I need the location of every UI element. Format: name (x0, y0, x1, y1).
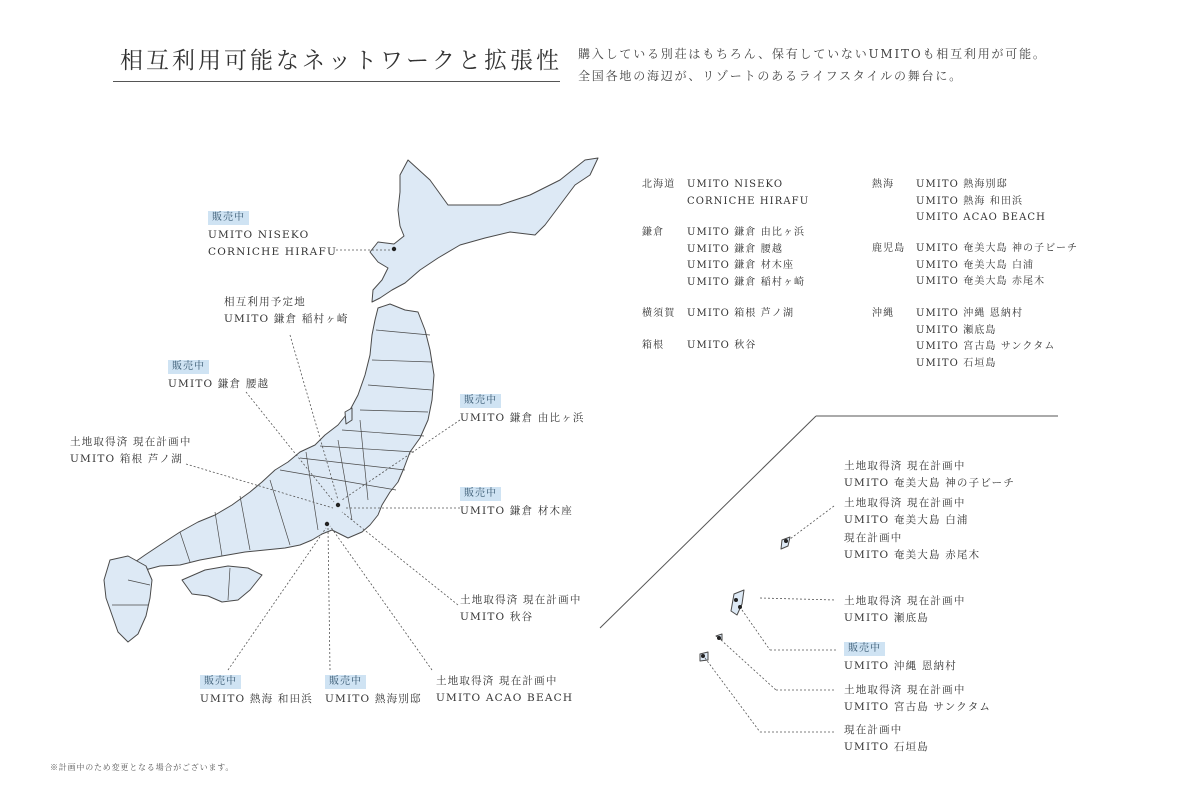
index-group-yokosuka (642, 306, 842, 326)
property-name: CORNICHE HIRAFU (208, 246, 338, 258)
index-group-hakone (642, 338, 842, 358)
status-text: 土地取得済 現在計画中 (460, 594, 582, 606)
index-property: UMITO 宮古島 サンクタム (916, 341, 1056, 352)
label-zaimokuza (460, 485, 573, 520)
status-badge: 販売中 (460, 487, 501, 501)
status-text: 土地取得済 現在計画中 (844, 497, 966, 509)
property-name: UMITO 鎌倉 腰越 (168, 378, 270, 390)
marker-amami (784, 539, 788, 543)
property-name: UMITO 秋谷 (460, 611, 534, 623)
marker-atami (325, 522, 329, 526)
index-property: UMITO 石垣島 (916, 357, 997, 369)
index-group-hokkaido (642, 177, 842, 217)
index-property: UMITO 鎌倉 稲村ヶ崎 (687, 276, 806, 288)
status-badge: 販売中 (168, 360, 209, 374)
property-name: UMITO 箱根 芦ノ湖 (70, 453, 183, 465)
status-badge: 販売中 (844, 642, 885, 656)
status-badge: 販売中 (325, 675, 366, 689)
label-atami-wadahama (200, 673, 313, 708)
status-text: 土地取得済 現在計画中 (70, 436, 192, 448)
label-koshigoe (168, 358, 269, 393)
index-property: UMITO 鎌倉 由比ヶ浜 (687, 227, 806, 238)
index-property: UMITO 箱根 芦ノ湖 (687, 308, 795, 319)
index-region: 鎌倉 (642, 227, 665, 238)
index-property: UMITO 沖縄 恩納村 (916, 308, 1024, 319)
status-text: 土地取得済 現在計画中 (844, 684, 966, 696)
status-text: 土地取得済 現在計画中 (844, 460, 966, 472)
property-name: UMITO 熱海 和田浜 (200, 693, 313, 705)
marker-sesoko (734, 598, 738, 602)
index-region: 箱根 (642, 340, 665, 351)
marker-niseko (392, 247, 396, 251)
status-text: 相互利用予定地 (224, 296, 306, 308)
index-region: 横須賀 (642, 308, 676, 319)
index-group-kamakura (642, 225, 842, 295)
index-property: UMITO 鎌倉 材木座 (687, 260, 795, 271)
index-property: CORNICHE HIRAFU (687, 195, 810, 207)
property-name: UMITO 石垣島 (844, 741, 929, 753)
marker-ishigaki (701, 654, 705, 658)
property-name: UMITO 宮古島 サンクタム (844, 701, 992, 713)
label-yuigahama (460, 392, 585, 427)
okinawa-main-island (731, 590, 744, 615)
status-badge: 販売中 (200, 675, 241, 689)
page-title: 相互利用可能なネットワークと拡張性 (120, 48, 562, 74)
property-name: UMITO NISEKO (208, 229, 310, 241)
label-atami-bettei (325, 673, 422, 708)
intro-line-1: 購入している別荘はもちろん、保有していないUMITOも相互利用が可能。 (578, 47, 1047, 61)
hokkaido-island (370, 158, 598, 302)
index-group-okinawa (872, 306, 1092, 376)
property-name: UMITO 熱海別邸 (325, 693, 422, 705)
footnote: ※計画中のため変更となる場合がございます。 (50, 763, 235, 772)
label-miyako (844, 682, 991, 716)
label-shiraura (844, 495, 969, 529)
property-name: UMITO 奄美大島 白浦 (844, 514, 969, 526)
index-property: UMITO ACAO BEACH (916, 212, 1046, 223)
property-name: UMITO 奄美大島 赤尾木 (844, 549, 981, 561)
label-akaogi (844, 530, 980, 564)
index-property: UMITO 鎌倉 腰越 (687, 243, 783, 255)
label-ashinoko (70, 434, 192, 468)
property-name: UMITO ACAO BEACH (436, 692, 574, 704)
label-kaminoko (844, 458, 1015, 492)
kyushu-island (104, 556, 152, 642)
marker-onna (738, 605, 742, 609)
property-name: UMITO 瀬底島 (844, 612, 929, 624)
label-niseko (208, 209, 337, 261)
status-text: 現在計画中 (844, 532, 903, 544)
amami-island (781, 537, 790, 549)
property-name: UMITO 沖縄 恩納村 (844, 660, 957, 672)
index-property: UMITO NISEKO (687, 179, 784, 190)
status-text: 土地取得済 現在計画中 (844, 595, 966, 607)
index-region: 北海道 (642, 179, 676, 190)
property-name: UMITO 鎌倉 材木座 (460, 505, 573, 517)
status-text: 現在計画中 (844, 724, 903, 736)
label-ishigaki (844, 722, 929, 756)
shikoku-island (182, 566, 262, 602)
index-property: UMITO 熱海 和田浜 (916, 195, 1024, 207)
status-badge: 販売中 (460, 394, 501, 408)
status-text: 土地取得済 現在計画中 (436, 675, 558, 687)
intro-line-2: 全国各地の海辺が、リゾートのあるライフスタイルの舞台に。 (578, 69, 963, 83)
property-name: UMITO 奄美大島 神の子ビーチ (844, 477, 1016, 489)
label-inamuragasaki (224, 294, 349, 328)
index-region: 熱海 (872, 179, 895, 190)
marker-miyako (717, 636, 721, 640)
label-onna (844, 640, 957, 675)
index-region: 沖縄 (872, 308, 895, 319)
index-property: UMITO 奄美大島 白浦 (916, 259, 1035, 271)
status-badge: 販売中 (208, 211, 249, 225)
index-property: UMITO 奄美大島 赤尾木 (916, 276, 1046, 287)
index-property: UMITO 秋谷 (687, 340, 757, 351)
index-group-kagoshima (872, 241, 1092, 293)
index-property: UMITO 熱海別邸 (916, 179, 1008, 190)
index-group-atami (872, 177, 1092, 229)
marker-kanto (336, 503, 340, 507)
label-akiya (460, 592, 582, 626)
index-property: UMITO 瀬底島 (916, 324, 997, 336)
label-sesoko (844, 593, 966, 627)
index-property: UMITO 奄美大島 神の子ビーチ (916, 243, 1079, 254)
label-acao (436, 673, 573, 707)
property-name: UMITO 鎌倉 由比ヶ浜 (460, 412, 585, 424)
inset-diagonal-rule (600, 416, 816, 628)
index-region: 鹿児島 (872, 243, 906, 254)
property-name: UMITO 鎌倉 稲村ヶ崎 (224, 313, 349, 325)
